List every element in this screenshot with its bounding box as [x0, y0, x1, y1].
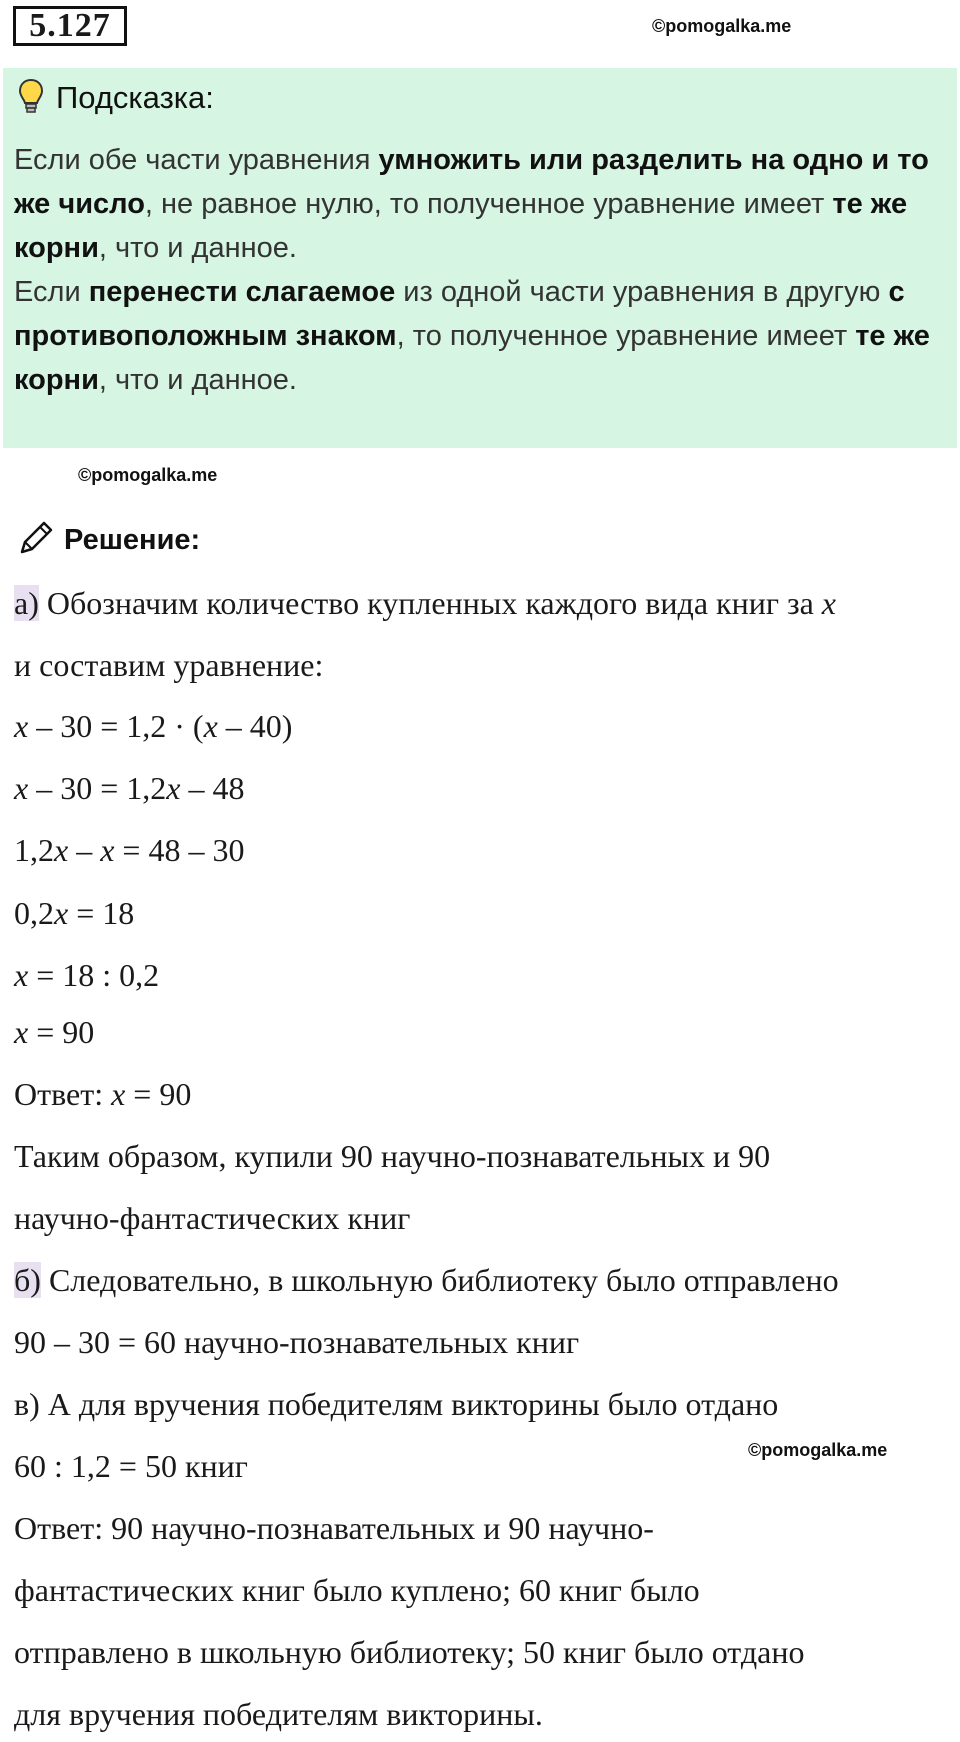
equation-2: x – 30 = 1,2x – 48: [14, 770, 245, 806]
final-answer-line-3: отправлено в школьную библиотеку; 50 книг было отдано: [14, 1634, 805, 1670]
solution-header: [16, 518, 200, 562]
hint-header: [18, 78, 214, 118]
conclusion-line-1: Таким образом, купили 90 научно-познавательных и 90: [14, 1138, 771, 1174]
pencil-icon: [16, 518, 56, 563]
final-answer-line-1: Ответ: 90 научно-познавательных и 90 научно-: [14, 1510, 654, 1546]
equation-4: 0,2x = 18: [14, 895, 135, 931]
solution-line-a: а) Обозначим количество купленных каждого вида книг за x: [14, 585, 836, 621]
watermark-top: ©pomogalka.me: [652, 16, 792, 36]
equation-1: x – 30 = 1,2 · (x – 40): [14, 708, 293, 744]
answer-a: Ответ: x = 90: [14, 1076, 192, 1112]
solution-line-b2: 90 – 30 = 60 научно-познавательных книг: [14, 1324, 580, 1360]
conclusion-line-2: научно-фантастических книг: [14, 1200, 411, 1236]
solution-line-c2: 60 : 1,2 = 50 книг: [14, 1448, 248, 1484]
solution-line-c: в) А для вручения победителям викторины было отдано: [14, 1386, 779, 1422]
solution-title: Решение:: [64, 523, 201, 556]
final-answer-line-2: фантастических книг было куплено; 60 книг было: [14, 1572, 700, 1608]
watermark-middle: ©pomogalka.me: [78, 465, 218, 485]
equation-5: x = 18 : 0,2: [14, 957, 160, 993]
final-answer-line-4: для вручения победителям викторины.: [14, 1696, 543, 1732]
solution-line-a2: и составим уравнение:: [14, 647, 324, 683]
hint-text: Если обе части уравнения умножить или разделить на одно и то же число, не равное нулю, то полученное уравнение имеет те же корни, что и данное. Если перенести слагаемое из одной части уравнения в другую с противоположным знаком, то полученное уравнение имеет те же корни, что и данное.: [14, 144, 930, 396]
lightbulb-icon: [18, 78, 44, 119]
equation-3: 1,2x – x = 48 – 30: [14, 832, 245, 868]
watermark-bottom: ©pomogalka.me: [748, 1440, 888, 1460]
task-number: 5.127: [13, 6, 127, 46]
hint-title: Подсказка:: [56, 80, 214, 115]
solution-line-b: б) Следовательно, в школьную библиотеку было отправлено: [14, 1262, 839, 1298]
equation-6: x = 90: [14, 1014, 95, 1050]
